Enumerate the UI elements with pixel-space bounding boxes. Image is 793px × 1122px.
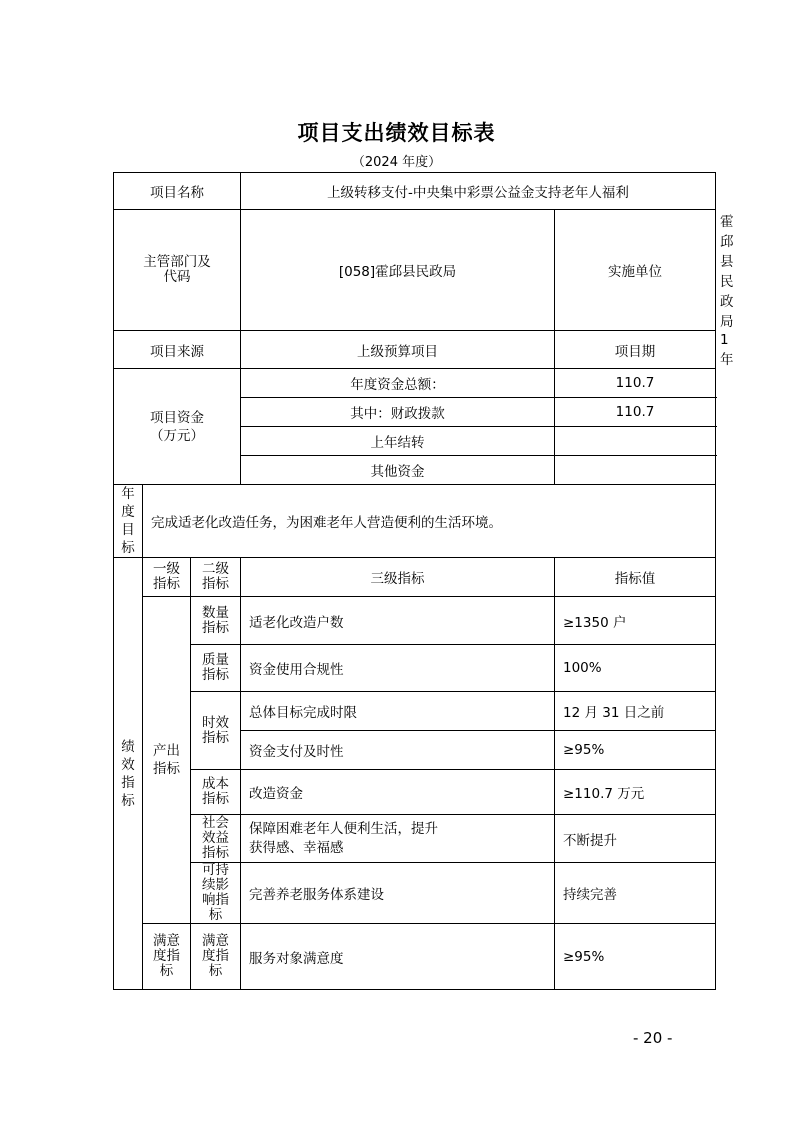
indicator-row (114, 815, 716, 863)
indicator-row (114, 770, 716, 815)
annual-goal-text: 完成适老化改造任务，为困难老年人营造便利的生活环境。 (143, 485, 716, 558)
project-name-label: 项目名称 (114, 173, 241, 210)
performance-indicator-label: 绩效指标 (114, 558, 143, 990)
social-name: 保障困难老年人便利生活，提升获得感、幸福感 (241, 815, 555, 863)
indicator-row (114, 597, 716, 645)
indicator-row (114, 924, 716, 990)
funds-carryover-value (555, 427, 716, 456)
indicator-row (114, 863, 716, 924)
header-level2: 二级指标 (191, 558, 241, 597)
funds-fiscal-label: 其中：财政拨款 (241, 398, 555, 427)
department-label: 主管部门及代码 (114, 210, 241, 331)
quality-label: 质量指标 (191, 645, 241, 692)
department-row: 主管部门及代码 [058]霍邱县民政局 实施单位 霍邱县民政局 (114, 210, 716, 331)
satisfaction-name: 服务对象满意度 (241, 924, 555, 990)
sustain-value: 持续完善 (555, 863, 716, 924)
satisfaction-value: ≥95% (555, 924, 716, 990)
social-label: 社会效益指标 (191, 815, 241, 863)
department-value: [058]霍邱县民政局 (241, 210, 555, 331)
indicator-header-row (114, 558, 716, 597)
header-level3: 三级指标 (241, 558, 555, 597)
sustain-name: 完善养老服务体系建设 (241, 863, 555, 924)
project-name-row (114, 173, 716, 210)
quality-value: 100% (555, 645, 716, 692)
satisfaction-section-label: 满意度指标 (143, 924, 191, 990)
funds-label: 项目资金（万元） (114, 369, 241, 485)
quantity-value: ≥1350 户 (555, 597, 716, 645)
timeliness-payment-value: ≥95% (555, 731, 716, 770)
performance-target-table (113, 172, 734, 990)
cost-label: 成本指标 (191, 770, 241, 815)
funds-other-label: 其他资金 (241, 456, 555, 485)
funds-other-value (555, 456, 716, 485)
annual-goal-row (114, 485, 716, 558)
page-number: - 20 - (633, 1029, 673, 1047)
timeliness-label: 时效指标 (191, 692, 241, 770)
funds-total-value: 110.7 (555, 369, 716, 398)
quantity-name: 适老化改造户数 (241, 597, 555, 645)
annual-goal-label: 年度目标 (114, 485, 143, 558)
funds-row (114, 369, 716, 398)
funds-carryover-label: 上年结转 (241, 427, 555, 456)
social-value: 不断提升 (555, 815, 716, 863)
sustain-label: 可持续影响指标 (191, 863, 241, 924)
source-value: 上级预算项目 (241, 331, 555, 369)
timeliness-payment-name: 资金支付及时性 (241, 731, 555, 770)
period-label: 项目期 (555, 331, 716, 369)
project-name-value: 上级转移支付-中央集中彩票公益金支持老年人福利 (241, 173, 716, 210)
timeliness-deadline-name: 总体目标完成时限 (241, 692, 555, 731)
source-label: 项目来源 (114, 331, 241, 369)
quantity-label: 数量指标 (191, 597, 241, 645)
cost-name: 改造资金 (241, 770, 555, 815)
implementer-label: 实施单位 (555, 210, 716, 331)
cost-value: ≥110.7 万元 (555, 770, 716, 815)
header-level1: 一级指标 (143, 558, 191, 597)
quality-name: 资金使用合规性 (241, 645, 555, 692)
page-title: 项目支出绩效目标表 (297, 121, 496, 145)
header-value: 指标值 (555, 558, 716, 597)
satisfaction-label: 满意度指标 (191, 924, 241, 990)
funds-total-label: 年度资金总额： (241, 369, 555, 398)
funds-fiscal-value: 110.7 (555, 398, 716, 427)
indicator-row (114, 692, 716, 731)
source-row: 项目来源 上级预算项目 项目期 1 年 (114, 331, 716, 369)
indicator-row (114, 645, 716, 692)
year-subtitle: （2024 年度） (351, 155, 442, 170)
timeliness-deadline-value: 12 月 31 日之前 (555, 692, 716, 731)
output-indicator-label: 产出指标 (143, 597, 191, 924)
